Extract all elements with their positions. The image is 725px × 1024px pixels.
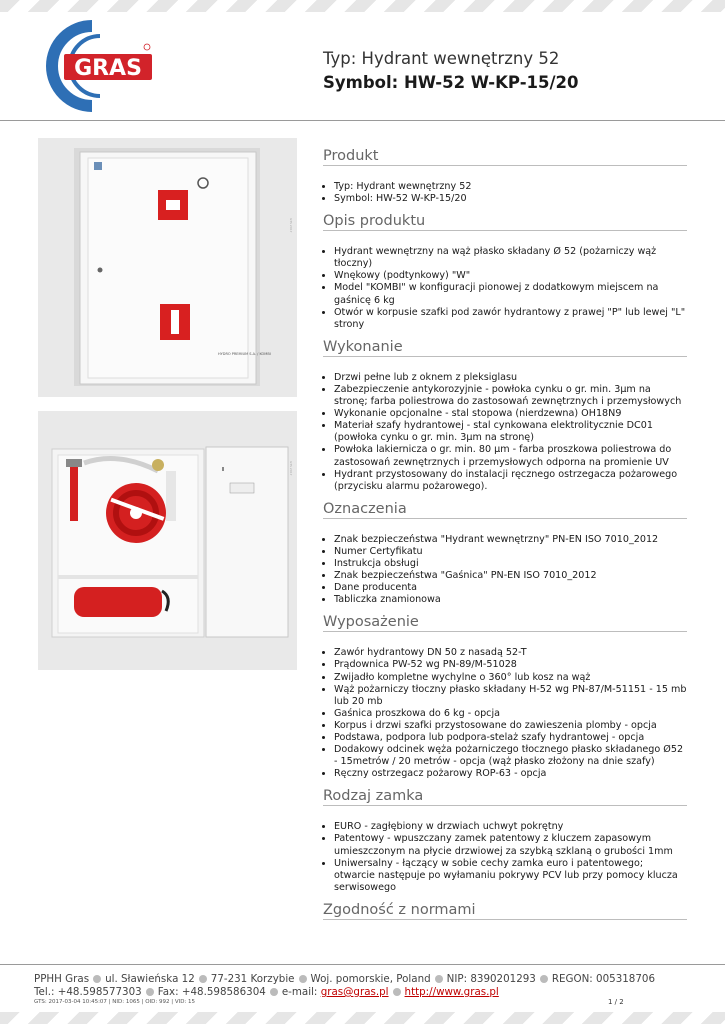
footer-company: PPHH Gras (34, 973, 90, 985)
list-item: • Zwijadło kompletne wychylne o 360° lub kosz na wąż (334, 672, 687, 684)
footer-contact-line (34, 986, 694, 999)
footer-meta: GTS: 2017-03-04 10:45:07 | NID: 1065 | OID: 992 | VID: 15 (34, 999, 196, 1005)
footer-email-link[interactable]: gras@gras.pl (320, 986, 389, 998)
list-item: • Podstawa, podpora lub podpora-stelaż szafy hydrantowej - opcja (334, 732, 687, 744)
list-item: • Dodakowy odcinek węża pożarniczego tłocznego płasko składanego Ø52 - 15metrów / 20 metrów - opcja (wąż płasko złożony na dnie szafy) (334, 744, 687, 768)
footer-city: 77-231 Korzybie (210, 973, 295, 985)
footer-divider (0, 964, 725, 965)
list-item: • Korpus i drzwi szafki przystosowane do zawieszenia plomby - opcja (334, 720, 687, 732)
list-item: • Instrukcja obsługi (334, 558, 687, 570)
list-item: • Wąż pożarniczy tłoczny płasko składany H-52 wg PN-87/M-51151 - 15 mb lub 20 mb (334, 684, 687, 708)
section-wyposazenie (314, 614, 687, 780)
separator-dot-icon (199, 975, 207, 983)
section-oznaczenia (314, 501, 687, 607)
section-rodzaj-zamka (314, 788, 687, 894)
footer-street: ul. Sławieńska 12 (105, 973, 195, 985)
bottom-stripe-decoration (0, 1012, 725, 1024)
section-wykonanie (314, 339, 687, 493)
list-item: • Znak bezpieczeństwa "Gaśnica" PN-EN ISO 7010_2012 (334, 570, 687, 582)
header-divider (0, 120, 725, 121)
list-item: • Hydrant wewnętrzny na wąż płasko składany Ø 52 (pożarniczy wąż tłoczny) (334, 246, 687, 270)
list-item: • Model "KOMBI" w konfiguracji pionowej z dodatkowym miejscem na gaśnicę 6 kg (334, 282, 687, 306)
list-item: • Uniwersalny - łączący w sobie cechy zamka euro i patentowego; otwarcie następuje po wyłamaniu pokrywy PCV lub przy pomocy klucza serwisowego (334, 858, 687, 894)
section-title: Wyposażenie (323, 614, 687, 632)
footer-fax: Fax: +48.598586304 (157, 986, 266, 998)
list-item: • Znak bezpieczeństwa "Hydrant wewnętrzny" PN-EN ISO 7010_2012 (334, 534, 687, 546)
list-item: • Otwór w korpusie szafki pod zawór hydrantowy z prawej "P" lub lewej "L" strony (334, 307, 687, 331)
top-stripe-decoration (0, 0, 725, 12)
section-list (314, 534, 687, 607)
section-title: Rodzaj zamka (323, 788, 687, 806)
photo1-label: HYDRO PREMIUM S.A. / KOMBI (218, 352, 271, 356)
list-item: • Wykonanie opcjonalne - stal stopowa (nierdzewna) OH18N9 (334, 408, 687, 420)
list-item: • Dane producenta (334, 582, 687, 594)
section-list (314, 372, 687, 493)
product-photo-open-cabinet (38, 411, 297, 670)
list-item: • Patentowy - wpuszczany zamek patentowy z kluczem zapasowym umieszczonym na płycie drzwiowej za szybką szklaną o grubości 1mm (334, 833, 687, 857)
section-list (314, 246, 687, 331)
section-produkt (314, 148, 687, 205)
footer-nip: NIP: 8390201293 (446, 973, 536, 985)
list-item: • Drzwi pełne lub z oknem z pleksiglasu (334, 372, 687, 384)
section-list (314, 647, 687, 780)
separator-dot-icon (393, 988, 401, 996)
separator-dot-icon (146, 988, 154, 996)
section-title: Produkt (323, 148, 687, 166)
section-title: Opis produktu (323, 213, 687, 231)
product-photo-closed-cabinet (38, 138, 297, 397)
list-item: • Gaśnica proszkowa do 6 kg - opcja (334, 708, 687, 720)
footer-address-line (34, 973, 694, 986)
list-item: • Tabliczka znamionowa (334, 594, 687, 606)
footer-tel: Tel.: +48.598577303 (34, 986, 142, 998)
gras-logo (30, 20, 160, 112)
list-item: • Hydrant przystosowany do instalacji ręcznego ostrzegacza pożarowego (przycisku alarmu pożarowego). (334, 469, 687, 493)
separator-dot-icon (299, 975, 307, 983)
separator-dot-icon (435, 975, 443, 983)
section-opis-produktu (314, 213, 687, 331)
header-type-line: Typ: Hydrant wewnętrzny 52 (323, 49, 560, 68)
section-list (314, 821, 687, 894)
photo2-side-label: GTS 2017 (289, 461, 293, 476)
list-item: • Ręczny ostrzegacz pożarowy ROP-63 - opcja (334, 768, 687, 780)
section-zgodnosc-z-normami (314, 902, 687, 920)
footer-regon: REGON: 005318706 (551, 973, 656, 985)
section-title: Zgodność z normami (323, 902, 687, 920)
footer (34, 973, 694, 1006)
list-item: • Typ: Hydrant wewnętrzny 52 (334, 181, 687, 193)
list-item: • Wnękowy (podtynkowy) "W" (334, 270, 687, 282)
page-number: 1 / 2 (608, 998, 624, 1006)
list-item: • Materiał szafy hydrantowej - stal cynkowana elektrolitycznie DC01 (powłoka cynku o gr. min. 3µm na stronę) (334, 420, 687, 444)
list-item: • Numer Certyfikatu (334, 546, 687, 558)
footer-website-link[interactable]: http://www.gras.pl (404, 986, 499, 998)
separator-dot-icon (270, 988, 278, 996)
section-list (314, 181, 687, 205)
list-item: • Zawór hydrantowy DN 50 z nasadą 52-T (334, 647, 687, 659)
photo1-side-label: GTS 2017 (289, 218, 293, 233)
logo-text: GRAS (74, 56, 142, 81)
section-title: Wykonanie (323, 339, 687, 357)
list-item: • Powłoka lakiernicza o gr. min. 80 µm - farba proszkowa poliestrowa do zastosowań zewnętrznych i przemysłowych odporna na promienie UV (334, 444, 687, 468)
footer-email-label: e-mail: (281, 986, 318, 998)
footer-region: Woj. pomorskie, Poland (310, 973, 431, 985)
header-symbol-line: Symbol: HW-52 W-KP-15/20 (323, 73, 579, 92)
separator-dot-icon (540, 975, 548, 983)
list-item: • Prądownica PW-52 wg PN-89/M-51028 (334, 659, 687, 671)
list-item: • EURO - zagłębiony w drzwiach uchwyt pokrętny (334, 821, 687, 833)
section-title: Oznaczenia (323, 501, 687, 519)
product-content (314, 148, 687, 935)
list-item: • Symbol: HW-52 W-KP-15/20 (334, 193, 687, 205)
separator-dot-icon (93, 975, 101, 983)
list-item: • Zabezpieczenie antykorozyjnie - powłoka cynku o gr. min. 3µm na stronę; farba poliestrowa do zastosowań zewnętrznych i przemysłowych (334, 384, 687, 408)
